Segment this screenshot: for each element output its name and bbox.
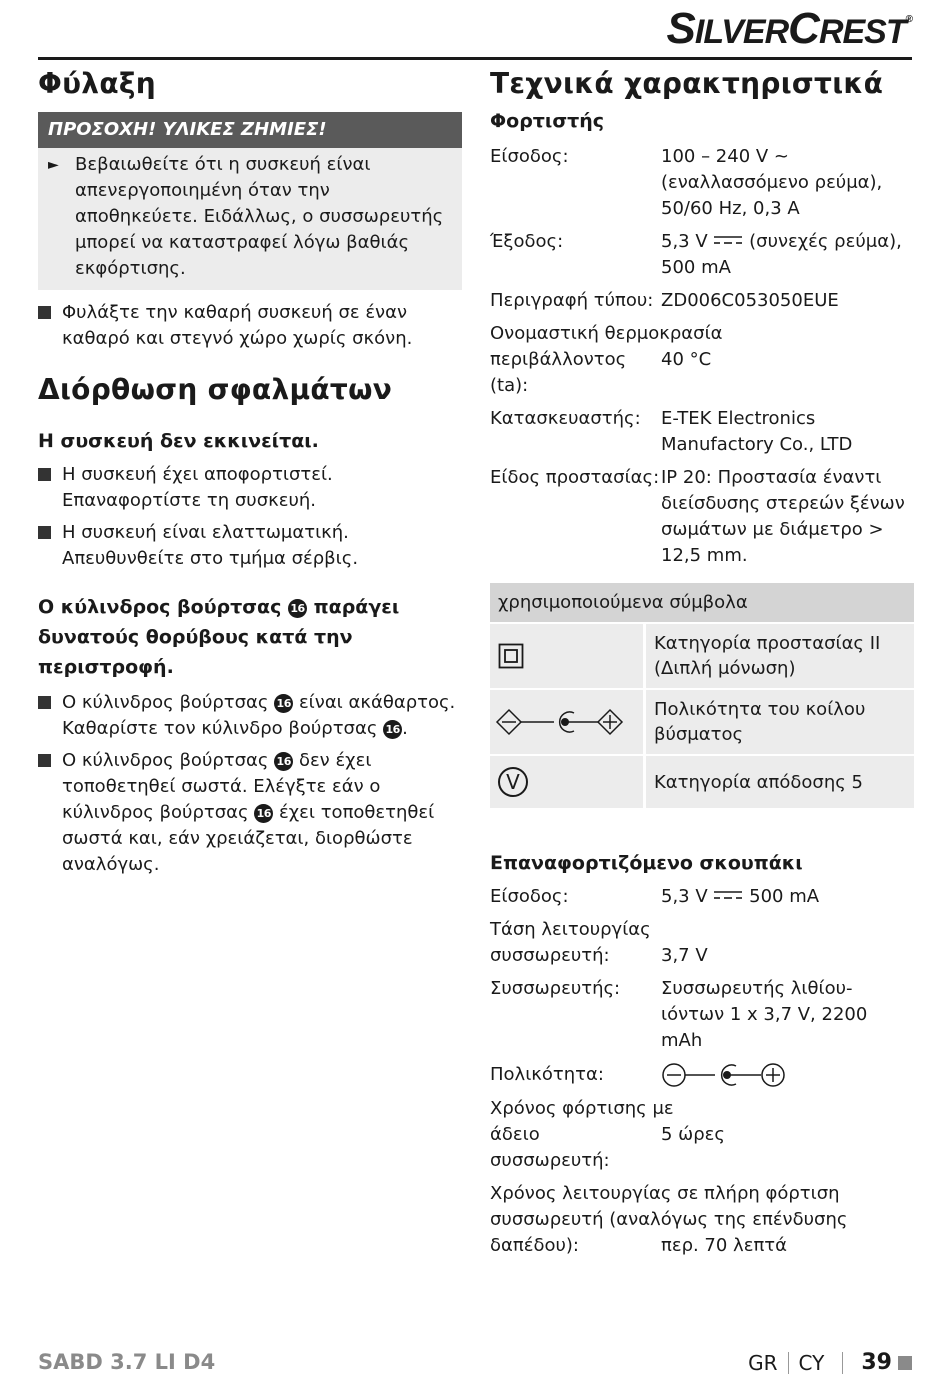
problem2-bullet-1: Ο κύλινδρος βούρτσας 16 είναι ακάθαρτος. Καθαρίστε τον κύλινδρο βούρτσας 16 . xyxy=(38,690,462,742)
charger-title: Φορτιστής xyxy=(490,110,605,132)
bullet-square-icon xyxy=(38,526,51,539)
right-column xyxy=(490,66,914,1266)
vacuum-runtime: Χρόνος λειτουργίας σε πλήρη φόρτιση συσσωρευτή (αναλόγως της επένδυσης δαπέδου): περ. 70 λεπτά xyxy=(490,1183,848,1256)
ref-number-16: 16 xyxy=(274,694,293,713)
arrow-icon: ► xyxy=(48,157,59,173)
ref-number-16: 16 xyxy=(274,752,293,771)
footer-divider xyxy=(788,1352,789,1374)
efficiency-level-icon: V xyxy=(498,767,528,797)
vacuum-voltage: Τάση λειτουργίας συσσωρευτή: 3,7 V xyxy=(490,919,708,966)
bullet-square-icon xyxy=(38,696,51,709)
storage-bullet: Φυλάξτε την καθαρή συσκευή σε έναν καθαρό και στεγνό χώρο χωρίς σκόνη. xyxy=(38,300,462,352)
bullet-square-icon xyxy=(38,468,51,481)
symbols-table-header: χρησιμοποιούμενα σύμβολα xyxy=(490,583,914,623)
warning-item: ► Βεβαιωθείτε ότι η συσκευή είναι απενεργοποιημένη όταν την αποθηκεύετε. Ειδάλλως, ο συσσωρευτής μπορεί να καταστραφεί λόγω βαθιάς εκφόρτισης. xyxy=(48,154,444,279)
warning-header: ΠΡΟΣΟΧΗ! ΥΛΙΚΕΣ ΖΗΜΙΕΣ! xyxy=(38,112,462,148)
double-insulation-icon xyxy=(498,643,524,669)
problem-heading-2: Ο κύλινδρος βούρτσας 16 παράγει δυνατούς θορύβους κατά την περιστροφή. xyxy=(38,596,400,678)
vacuum-battery: Συσσωρευτής: Συσσωρευτής λιθίου-ιόντων 1 x 3,7 V, 2200 mAh xyxy=(490,978,868,1051)
table-row: V Κατηγορία απόδοσης 5 xyxy=(490,755,914,809)
charger-temperature: Ονομαστική θερμοκρασία περιβάλλοντος (ta): 40 °C xyxy=(490,323,723,396)
vacuum-input: Είσοδος: 5,3 V 500 mA xyxy=(490,886,820,907)
bullet-square-icon xyxy=(38,306,51,319)
polarity-symbol-icon xyxy=(661,1061,787,1089)
ref-number-16: 16 xyxy=(288,599,307,618)
charger-protection: Είδος προστασίας: IP 20: Προστασία έναντι διείσδυσης στερεών ξένων σωμάτων με διάμετρο > 12,5 mm. xyxy=(490,467,905,566)
charger-input: Είσοδος: 100 – 240 V ~ (εναλλασσόμενο ρεύμα), 50/60 Hz, 0,3 A xyxy=(490,146,883,219)
dc-symbol-icon xyxy=(713,890,743,900)
vacuum-title: Επαναφορτιζόμενο σκουπάκι xyxy=(490,852,803,874)
problem1-bullet-2: Η συσκευή είναι ελαττωματική. Απευθυνθείτε στο τμήμα σέρβις. xyxy=(38,520,462,572)
symbols-table xyxy=(490,583,914,810)
page-marker-icon xyxy=(898,1356,912,1370)
header-rule xyxy=(38,57,912,60)
footer-divider xyxy=(842,1352,843,1374)
vacuum-charge-time: Χρόνος φόρτισης με άδειο συσσωρευτή: 5 ώρες xyxy=(490,1098,725,1171)
charger-output: Έξοδος: 5,3 V (συνεχές ρεύμα), 500 mA xyxy=(490,231,902,278)
polarity-symbol-icon xyxy=(494,707,626,737)
troubleshooting-title: Διόρθωση σφαλμάτων xyxy=(38,373,393,406)
bullet-square-icon xyxy=(38,754,51,767)
storage-title: Φύλαξη xyxy=(38,67,156,100)
footer-page-info xyxy=(748,1350,912,1375)
footer-lang-gr: GR xyxy=(748,1350,778,1375)
footer-lang-cy: CY xyxy=(798,1350,825,1375)
table-row: Κατηγορία προστασίας II (Διπλή μόνωση) xyxy=(490,623,914,689)
ref-number-16: 16 xyxy=(254,804,273,823)
tech-title: Τεχνικά χαρακτηριστικά xyxy=(490,67,884,100)
charger-manufacturer: Κατασκευαστής: E-TEK Electronics Manufactory Co., LTD xyxy=(490,408,853,455)
page-number: 39 xyxy=(861,1350,892,1375)
problem2-bullet-2: Ο κύλινδρος βούρτσας 16 δεν έχει τοποθετηθεί σωστά. Ελέγξτε εάν ο κύλινδρος βούρτσας 16 έχει τοποθετηθεί σωστά και, εάν χρειάζεται, διορθώστε αναλόγως. xyxy=(38,748,462,878)
table-row: Πολικότητα του κοίλου βύσματος xyxy=(490,689,914,755)
problem-heading-1: Η συσκευή δεν εκκινείται. xyxy=(38,430,319,452)
brand-logo: SILVERCREST® xyxy=(666,4,912,53)
left-column xyxy=(38,66,462,878)
vacuum-polarity: Πολικότητα: xyxy=(490,1061,914,1089)
dc-symbol-icon xyxy=(713,235,743,245)
footer-model: SABD 3.7 LI D4 xyxy=(38,1350,216,1374)
ref-number-16: 16 xyxy=(383,720,402,739)
warning-box xyxy=(38,148,462,290)
charger-model: Περιγραφή τύπου: ZD006C053050EUE xyxy=(490,290,839,311)
problem1-bullet-1: Η συσκευή έχει αποφορτιστεί. Επαναφορτίστε τη συσκευή. xyxy=(38,462,462,514)
